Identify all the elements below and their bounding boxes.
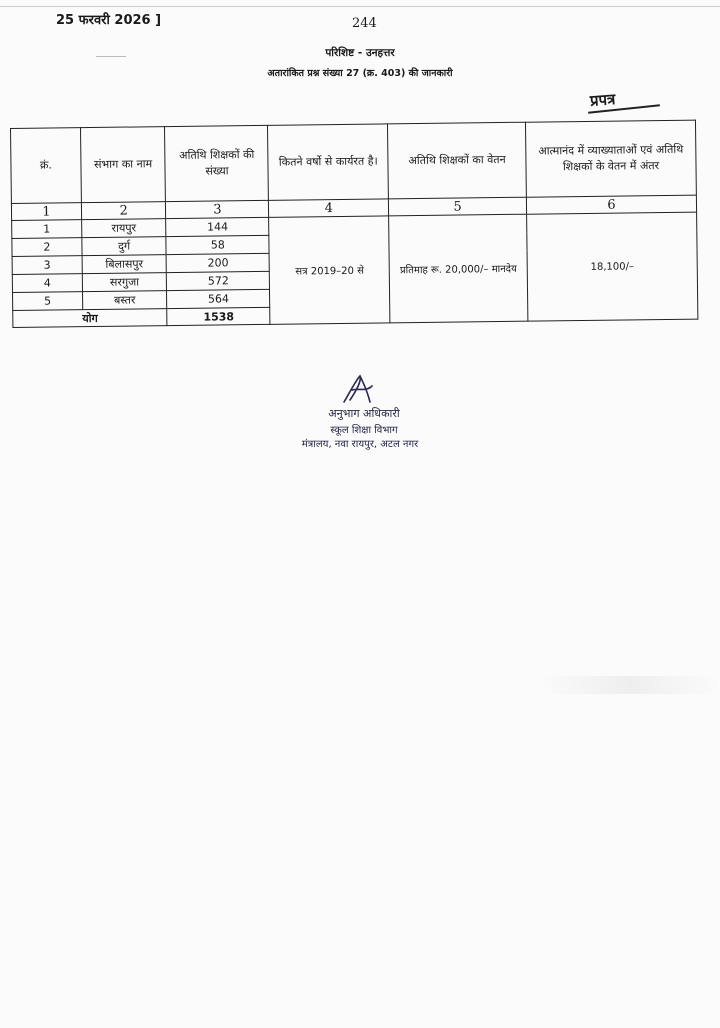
- signatory-designation: अनुभाग अधिकारी: [328, 407, 400, 420]
- row-serial: 1: [12, 220, 82, 239]
- column-number: 2: [81, 202, 166, 220]
- row-division: बस्तर: [82, 291, 167, 310]
- signature-mark: [338, 372, 378, 406]
- signatory-address: मंत्रालय, नवा रायपुर, अटल नगर: [301, 439, 419, 450]
- row-count: 58: [166, 235, 269, 254]
- salary-difference-cell: 18,100/–: [527, 212, 698, 321]
- guest-teacher-table: [10, 120, 698, 328]
- column-number: 3: [166, 200, 269, 218]
- gazette-date: 25 फरवरी 2026 ]: [56, 13, 162, 28]
- row-serial: 5: [13, 292, 83, 311]
- page-number: 244: [352, 16, 377, 31]
- column-number: 5: [389, 197, 527, 216]
- row-serial: 2: [12, 238, 82, 257]
- scan-fold-shadow: [540, 676, 720, 694]
- header-years-working: कितने वर्षो से कार्यरत है।: [268, 124, 389, 200]
- row-count: 564: [167, 289, 270, 308]
- table-header-row: [11, 120, 697, 203]
- years-working-cell: सत्र 2019–20 से: [269, 216, 390, 324]
- format-label: प्रपत्र: [589, 90, 616, 110]
- row-count: 200: [166, 253, 269, 272]
- header-teacher-count: अतिथि शिक्षकों की संख्या: [165, 125, 269, 201]
- row-count: 572: [167, 271, 270, 290]
- column-number: 4: [269, 199, 389, 217]
- salary-cell: प्रतिमाह रू. 20,000/– मानदेय: [389, 214, 528, 323]
- row-serial: 3: [12, 256, 82, 275]
- header-salary-difference: आत्मानंद में व्याख्याताओं एवं अतिथि शिक्षकों के वेतन में अंतर: [525, 120, 696, 197]
- header-division: संभाग का नाम: [80, 127, 165, 203]
- total-label: योग: [13, 309, 168, 328]
- header-salary: अतिथि शिक्षकों का वेतन: [388, 122, 527, 199]
- annexure-title: परिशिष्ट - उनहत्तर: [325, 47, 395, 59]
- column-number: 1: [11, 203, 81, 221]
- header-serial: क्रं.: [11, 128, 82, 204]
- row-division: सरगुजा: [82, 273, 167, 292]
- row-division: दुर्ग: [82, 237, 167, 256]
- row-division: रायपुर: [81, 219, 166, 238]
- signatory-department: स्कूल शिक्षा विभाग: [330, 425, 398, 436]
- question-subtitle: अतारांकित प्रश्न संख्या 27 (क्र. 403) की जानकारी: [267, 68, 453, 79]
- total-count: 1538: [167, 307, 270, 325]
- column-number: 6: [526, 195, 696, 214]
- scan-edge-line: [0, 6, 720, 7]
- row-count: 144: [166, 217, 269, 236]
- row-serial: 4: [12, 274, 82, 293]
- row-division: बिलासपुर: [82, 255, 167, 274]
